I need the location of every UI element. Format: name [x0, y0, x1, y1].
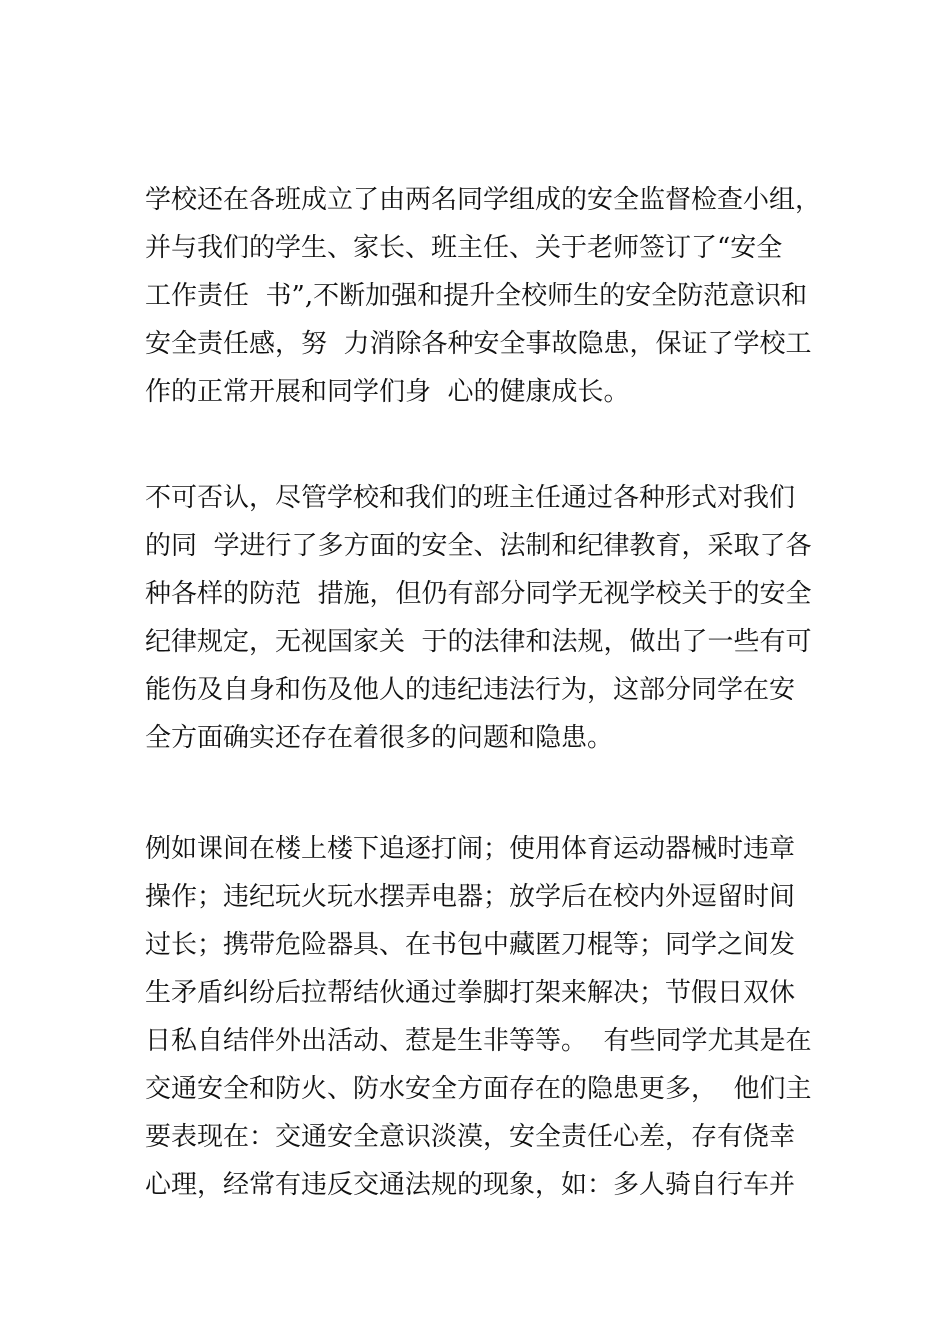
text-line: 不可否认，尽管学校和我们的班主任通过各种形式对我们	[145, 483, 796, 513]
text-line: 例如课间在楼上楼下追逐打闹；使用体育运动器械时违章	[145, 834, 796, 864]
paragraph-existing-problems	[145, 474, 810, 762]
text-line: 安全责任感，努 力消除各种安全事故隐患，保证了学校工	[145, 329, 812, 359]
text-line: 作的正常开展和同学们身 心的健康成长。	[145, 377, 630, 407]
text-line: 种各样的防范 措施，但仍有部分同学无视学校关于的安全	[145, 579, 812, 609]
text-line: 过长；携带危险器具、在书包中藏匿刀棍等；同学之间发	[145, 930, 796, 960]
text-line: 工作责任 书”,不断加强和提升全校师生的安全防范意识和	[145, 281, 808, 311]
text-line: 的同 学进行了多方面的安全、法制和纪律教育，采取了各	[145, 531, 812, 561]
text-line: 学校还在各班成立了由两名同学组成的安全监督检查小组，	[145, 185, 822, 215]
text-line: 全方面确实还存在着很多的问题和隐患。	[145, 723, 614, 753]
text-line: 日私自结伴外出活动、惹是生非等等。 有些同学尤其是在	[145, 1026, 812, 1056]
text-line: 生矛盾纠纷后拉帮结伙通过拳脚打架来解决；节假日双休	[145, 978, 796, 1008]
text-line: 要表现在：交通安全意识淡漠，安全责任心差，存有侥幸	[145, 1122, 796, 1152]
text-line: 并与我们的学生、家长、班主任、关于老师签订了“安全	[145, 233, 783, 263]
text-line: 操作；违纪玩火玩水摆弄电器；放学后在校内外逗留时间	[145, 882, 796, 912]
text-line: 能伤及自身和伤及他人的违纪违法行为，这部分同学在安	[145, 675, 796, 705]
text-line: 心理，经常有违反交通法规的现象，如：多人骑自行车并	[145, 1170, 796, 1200]
text-line: 纪律规定，无视国家关 于的法律和法规，做出了一些有可	[145, 627, 812, 657]
paragraph-safety-supervision	[145, 176, 822, 416]
text-line: 交通安全和防火、防水安全方面存在的隐患更多， 他们主	[145, 1074, 812, 1104]
paragraph-examples	[145, 825, 810, 1209]
